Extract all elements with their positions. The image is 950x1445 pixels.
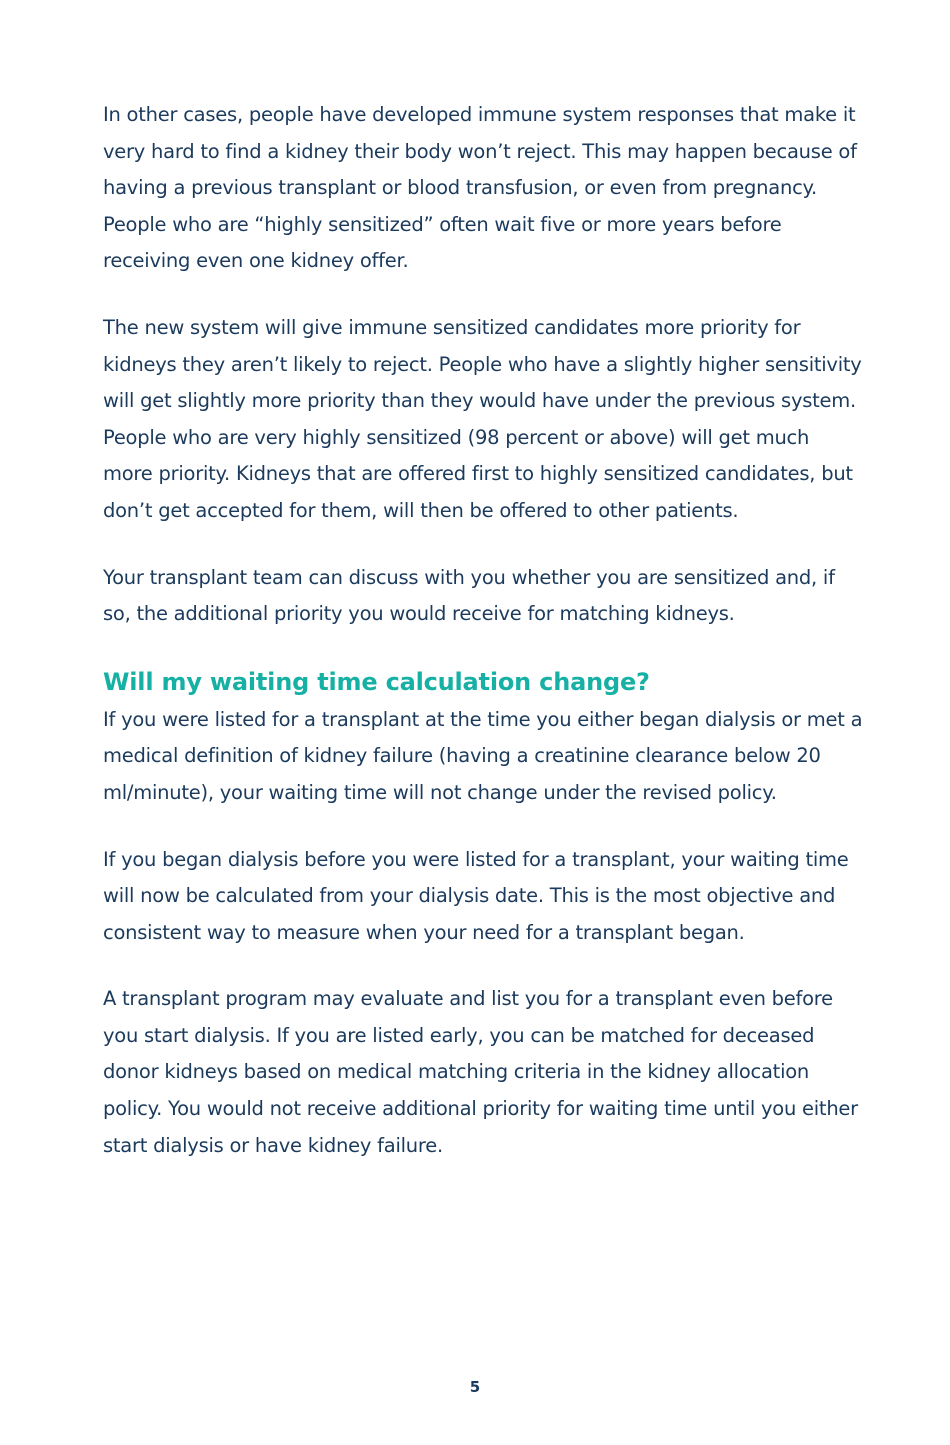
paragraph-dialysis-before-listing: If you began dialysis before you were listed for a transplant, your waiting time will now be calculated from your dialysis date. This is the most objective and consistent way to measure when your need for a transplant began. <box>103 847 849 944</box>
paragraph-transplant-team: Your transplant team can discuss with you whether you are sensitized and, if so, the additional priority you would receive for matching kidneys. <box>103 565 835 626</box>
paragraph-new-system-priority: The new system will give immune sensitized candidates more priority for kidneys they aren’t likely to reject. People who have a slightly higher sensitivity will get slightly more priority than they would have under the previous system. People who are very highly sensitized (98 percent or above) will get much more priority. Kidneys that are offered first to highly sensitized candidates, but don’t get accepted for them, will then be offered to other patients. <box>103 315 862 522</box>
page-number: 5 <box>469 1378 481 1396</box>
page-content <box>103 97 863 1164</box>
paragraph-highly-sensitized: In other cases, people have developed immune system responses that make it very hard to find a kidney their body won’t reject. This may happen because of having a previous transplant or blood transfusion, or even from pregnancy. People who are “highly sensitized” often wait five or more years before receiving even one kidney offer. <box>103 103 857 273</box>
section-heading-waiting-time: Will my waiting time calculation change? <box>103 667 650 696</box>
paragraph-listed-at-dialysis: If you were listed for a transplant at the time you either began dialysis or met a medical definition of kidney failure (having a creatinine clearance below 20 ml/minute), your waiting time will not change under the revised policy. <box>103 707 863 804</box>
paragraph-listed-early: A transplant program may evaluate and list you for a transplant even before you start dialysis. If you are listed early, you can be matched for deceased donor kidneys based on medical matching criteria in the kidney allocation policy. You would not receive additional priority for waiting time until you either start dialysis or have kidney failure. <box>103 987 858 1157</box>
